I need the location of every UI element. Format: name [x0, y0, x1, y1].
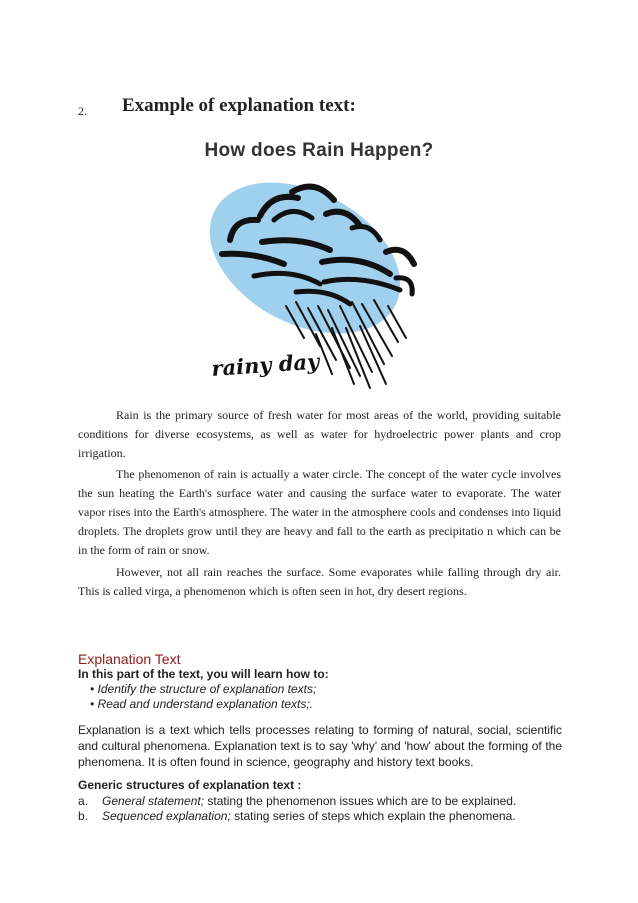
list-item: • Identify the structure of explanation texts; — [90, 682, 317, 696]
section-number: 2. — [78, 104, 87, 118]
intro-line: In this part of the text, you will learn how to: — [78, 667, 329, 681]
illustration-caption: rainy day — [210, 348, 321, 381]
main-title: How does Rain Happen? — [204, 140, 434, 161]
paragraph: Rain is the primary source of fresh water for most areas of the world, providing suitable conditions for diverse ecosystems, as well as water for hydroelectric power plants and crop irrigation. — [78, 408, 561, 460]
definition-paragraph: Explanation is a text which tells processes relating to forming of natural, social, scientific and cultural phenomena. Explanation text is to say 'why' and 'how' about the forming of the phenomena. It is often found in science, geography and history text books. — [78, 723, 562, 769]
generic-structures-heading: Generic structures of explanation text : — [78, 778, 302, 792]
section-title: Example of explanation text: — [122, 95, 356, 116]
paragraph: However, not all rain reaches the surface. Some evaporates while falling through dry air. This is called virga, a phenomenon which is often seen in hot, dry desert regions. — [78, 565, 561, 598]
explanation-heading: Explanation Text — [78, 651, 181, 667]
rainy-day-illustration — [200, 178, 440, 406]
list-item: b. Sequenced explanation; stating series of steps which explain the phenomena. — [78, 809, 516, 823]
paragraph: The phenomenon of rain is actually a water circle. The concept of the water cycle involves the sun heating the Earth's surface water and causing the surface water to evaporate. The water vapor rises into the Earth's atmosphere. The water in the atmosphere cools and condenses into liquid droplets. The droplets grow until they are heavy and fall to the earth as precipitatio n which can be in the form of rain or snow. — [78, 467, 561, 557]
list-item: a. General statement; stating the phenomenon issues which are to be explained. — [78, 794, 517, 808]
list-item: • Read and understand explanation texts;. — [90, 697, 314, 711]
sky-blob — [200, 178, 426, 364]
